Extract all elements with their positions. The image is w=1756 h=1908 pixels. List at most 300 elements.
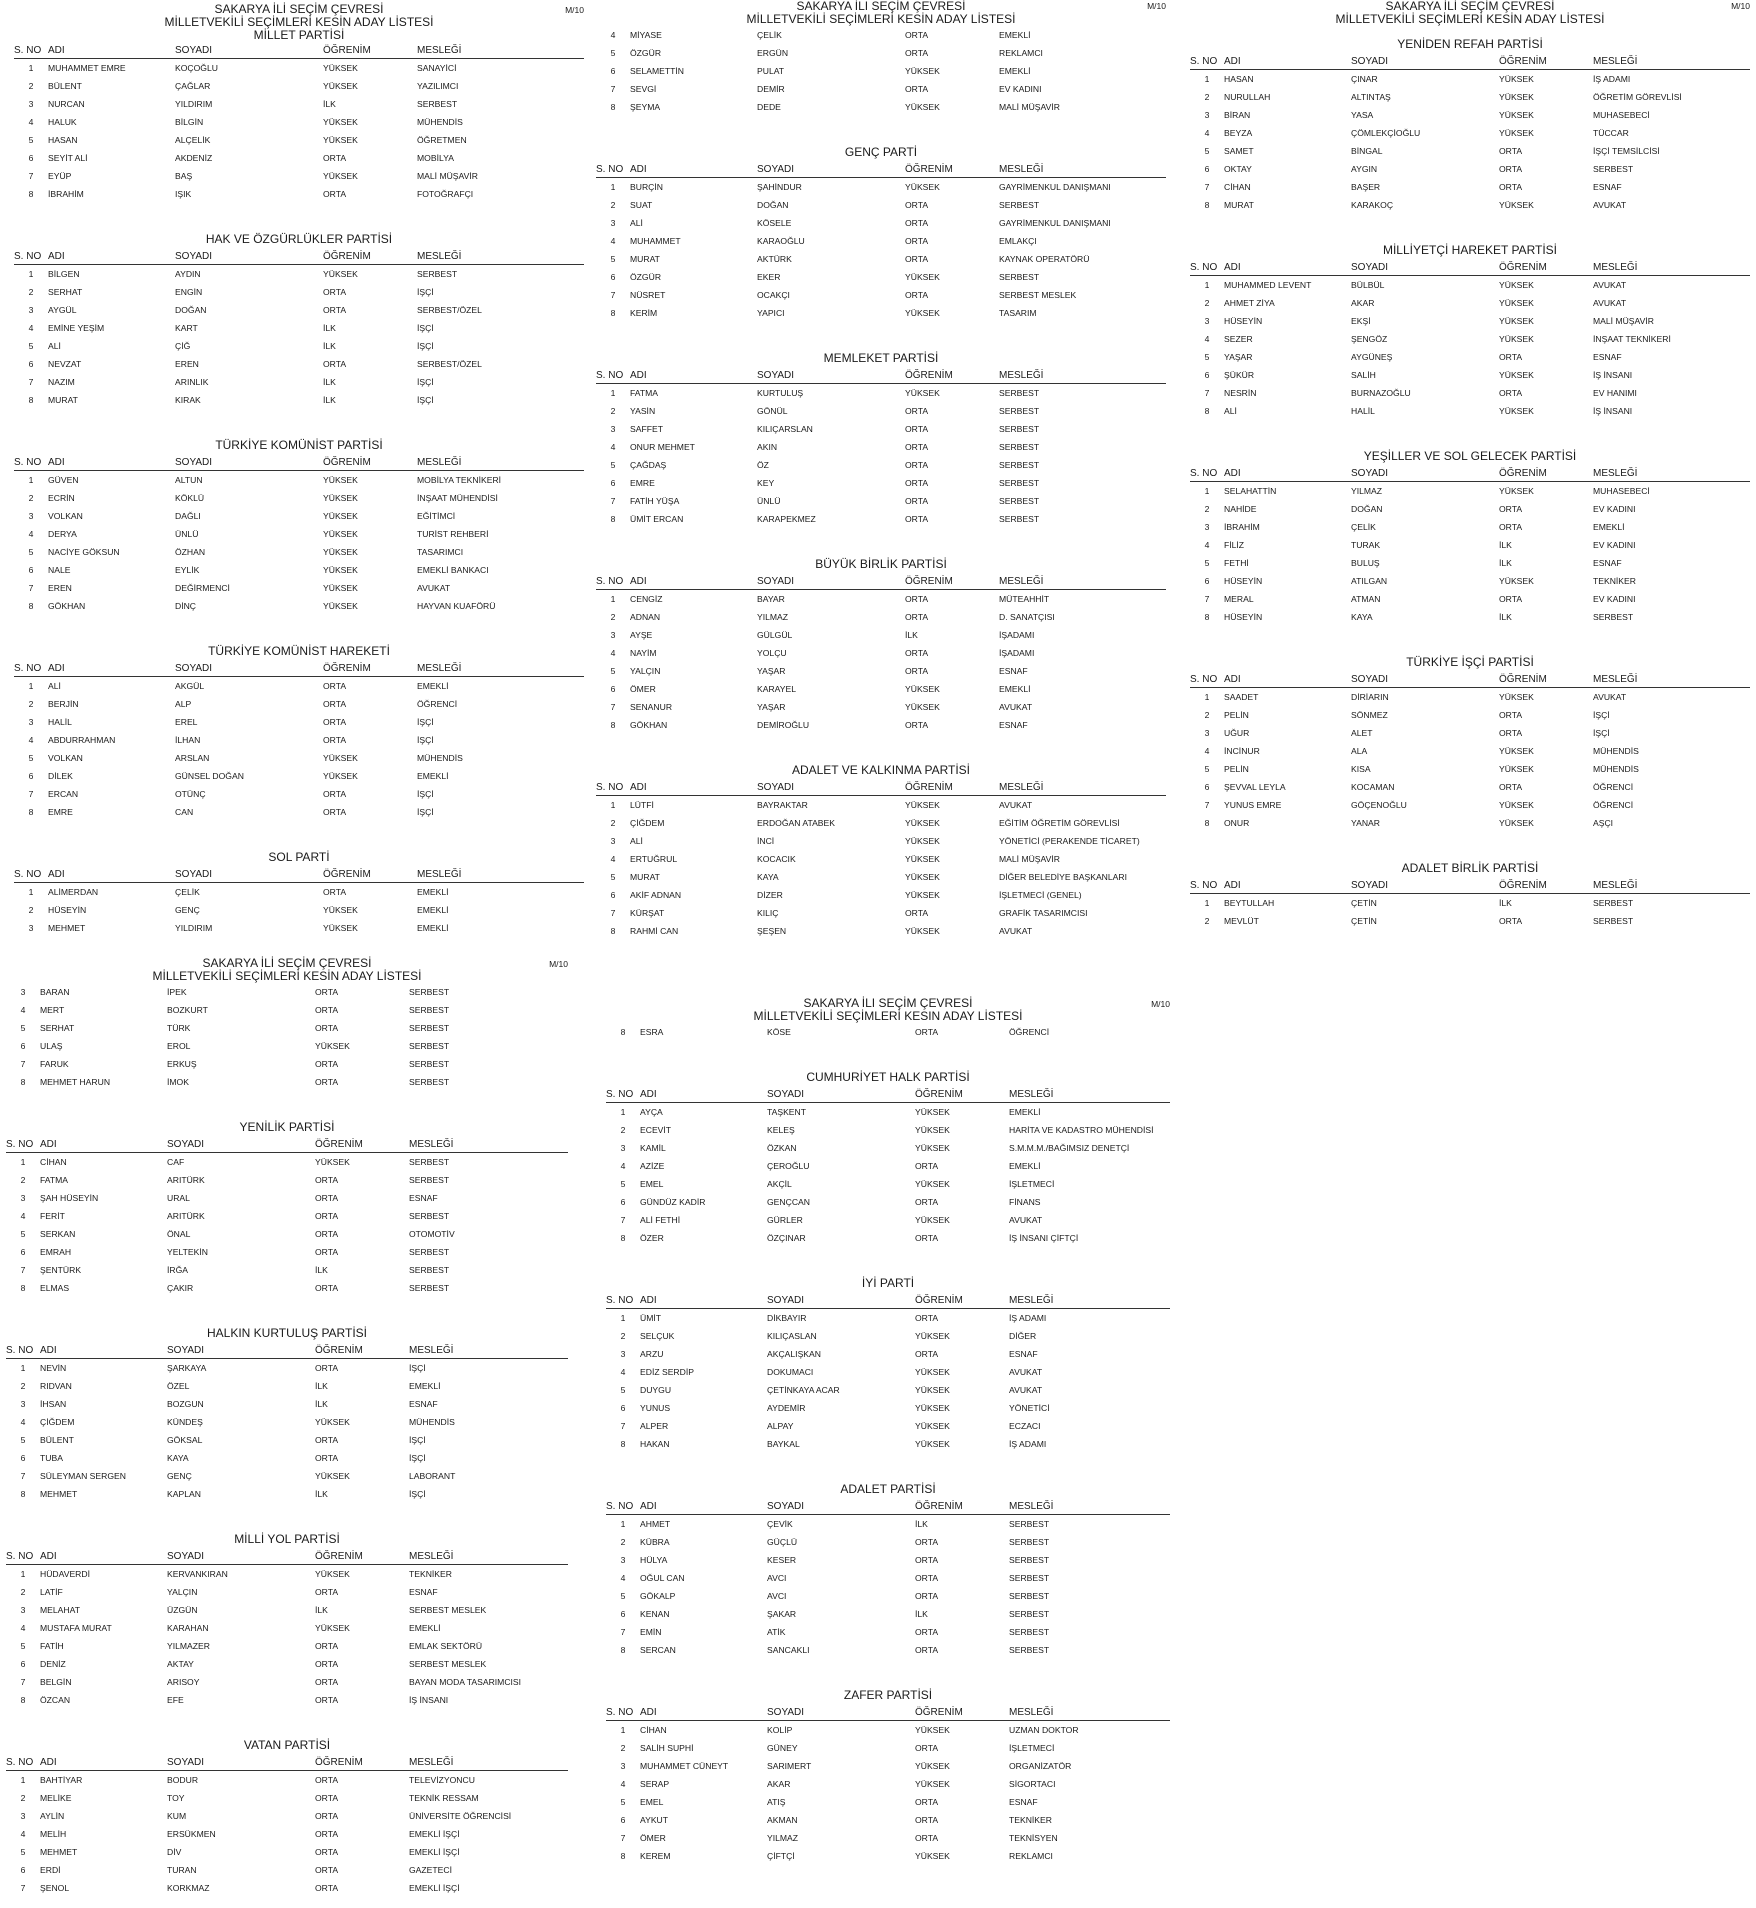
- education: ORTA: [315, 1283, 339, 1293]
- first-name: GÖKHAN: [630, 720, 668, 730]
- education: YÜKSEK: [315, 1471, 350, 1481]
- col-first-name: ADI: [1224, 262, 1241, 273]
- education: ORTA: [915, 1591, 939, 1601]
- education: ORTA: [915, 1743, 939, 1753]
- education: YÜKSEK: [323, 269, 358, 279]
- row-number: 7: [1204, 594, 1210, 604]
- last-name: AVCI: [767, 1573, 787, 1583]
- first-name: ÖZGÜR: [630, 48, 662, 58]
- first-name: ÇİĞDEM: [630, 818, 665, 828]
- col-education: ÖĞRENİM: [915, 1089, 963, 1100]
- col-sno: S. NO: [6, 1139, 34, 1150]
- education: YÜKSEK: [915, 1367, 950, 1377]
- last-name: AKIN: [757, 442, 778, 452]
- last-name: EREL: [175, 717, 198, 727]
- first-name: EMRAH: [40, 1247, 72, 1257]
- education: İLK: [315, 1489, 328, 1499]
- education: ORTA: [905, 290, 929, 300]
- row-number: 7: [610, 84, 616, 94]
- first-name: ESRA: [640, 1027, 664, 1037]
- col-profession: MESLEĞİ: [999, 370, 1044, 381]
- profession: TEKNİSYEN: [1009, 1833, 1058, 1843]
- last-name: EFE: [167, 1695, 184, 1705]
- education: ORTA: [905, 236, 929, 246]
- first-name: EMRE: [48, 807, 73, 817]
- last-name: ÇİĞ: [175, 341, 191, 351]
- education: ORTA: [315, 1229, 339, 1239]
- table-row: [606, 1417, 1170, 1435]
- table-row: [6, 1637, 568, 1655]
- education: YÜKSEK: [905, 272, 940, 282]
- profession: SERBEST: [1009, 1609, 1050, 1619]
- table-row: [1190, 106, 1750, 124]
- table-row: [6, 1019, 568, 1037]
- first-name: OĞUL CAN: [640, 1573, 685, 1583]
- table-row: [596, 886, 1166, 904]
- profession: SERBEST: [999, 496, 1040, 506]
- profession: SİGORTACI: [1009, 1779, 1056, 1789]
- last-name: ÇAKIR: [167, 1283, 194, 1293]
- profession: İŞLETMECİ: [1009, 1179, 1055, 1189]
- last-name: HALİL: [1351, 406, 1375, 416]
- table-row: [6, 1601, 568, 1619]
- table-row: [1190, 294, 1750, 312]
- table-header: [1190, 878, 1750, 894]
- first-name: EMİNE YEŞİM: [48, 323, 105, 333]
- col-sno: S. NO: [14, 45, 42, 56]
- education: YÜKSEK: [905, 102, 940, 112]
- education: İLK: [323, 395, 336, 405]
- table-row: [14, 113, 584, 131]
- col-last-name: SOYADI: [167, 1139, 205, 1150]
- last-name: İRĞA: [167, 1265, 189, 1275]
- last-name: BOZKURT: [167, 1005, 208, 1015]
- col-profession: MESLEĞİ: [409, 1139, 454, 1150]
- first-name: AYLİN: [40, 1811, 65, 1821]
- profession: ÖĞRETİM GÖREVLİSİ: [1593, 92, 1682, 102]
- first-name: KAMİL: [640, 1143, 666, 1153]
- table-row: [596, 510, 1166, 528]
- profession: EMLAKÇI: [999, 236, 1037, 246]
- row-number: 5: [610, 48, 616, 58]
- col-education: ÖĞRENİM: [315, 1345, 363, 1356]
- profession: SERBEST: [999, 424, 1040, 434]
- row-number: 4: [610, 236, 616, 246]
- first-name: RIDVAN: [40, 1381, 72, 1391]
- education: ORTA: [315, 1587, 339, 1597]
- last-name: GÖNÜL: [757, 406, 788, 416]
- table-row: [596, 98, 1166, 116]
- education: ORTA: [915, 1161, 939, 1171]
- profession: KAYNAK OPERATÖRÜ: [999, 254, 1090, 264]
- row-number: 1: [20, 1157, 26, 1167]
- row-number: 6: [610, 272, 616, 282]
- last-name: KARAOĞLU: [757, 236, 805, 246]
- education: İLK: [915, 1609, 928, 1619]
- table-row: [606, 1023, 1170, 1041]
- last-name: GÜNEY: [767, 1743, 798, 1753]
- first-name: MELİKE: [40, 1793, 72, 1803]
- profession: SERBEST: [1009, 1627, 1050, 1637]
- profession: ESNAF: [409, 1399, 438, 1409]
- profession: İŞÇİ: [417, 717, 434, 727]
- table-row: [14, 131, 584, 149]
- last-name: ENGİN: [175, 287, 203, 297]
- profession: TEKNİKER: [1009, 1815, 1052, 1825]
- profession: ESNAF: [999, 720, 1028, 730]
- party-title: ADALET VE KALKINMA PARTİSİ: [791, 763, 971, 777]
- table-row: [6, 1189, 568, 1207]
- education: ORTA: [315, 1641, 339, 1651]
- profession: AVUKAT: [1593, 298, 1627, 308]
- party-title: BÜYÜK BİRLİK PARTİSİ: [815, 557, 947, 571]
- party-section: [14, 435, 584, 615]
- row-number: 2: [610, 200, 616, 210]
- first-name: MUHAMMET: [630, 236, 681, 246]
- first-name: HÜSEYİN: [1224, 612, 1263, 622]
- party-section: [596, 348, 1166, 528]
- row-number: 5: [610, 872, 616, 882]
- last-name: KILIÇASLAN: [767, 1331, 817, 1341]
- table-row: [6, 1207, 568, 1225]
- last-name: ERDOĞAN ATABEK: [757, 818, 835, 828]
- first-name: KERİM: [630, 308, 658, 318]
- education: YÜKSEK: [915, 1761, 950, 1771]
- table-row: [596, 250, 1166, 268]
- table-row: [1190, 500, 1750, 518]
- table-row: [6, 1825, 568, 1843]
- table-row: [14, 803, 584, 821]
- education: ORTA: [905, 514, 929, 524]
- education: ORTA: [1499, 594, 1523, 604]
- row-number: 5: [28, 547, 34, 557]
- profession: REKLAMCI: [1009, 1851, 1053, 1861]
- first-name: LATİF: [40, 1587, 63, 1597]
- col-sno: S. NO: [1190, 468, 1218, 479]
- education: İLK: [1499, 540, 1512, 550]
- education: ORTA: [905, 666, 929, 676]
- education: ORTA: [323, 359, 347, 369]
- row-number: 3: [610, 424, 616, 434]
- row-number: 2: [610, 818, 616, 828]
- table-header: [6, 1755, 568, 1771]
- first-name: ERCAN: [48, 789, 79, 799]
- col-sno: S. NO: [606, 1501, 634, 1512]
- profession: DİĞER BELEDİYE BAŞKANLARI: [999, 872, 1127, 882]
- row-number: 6: [20, 1247, 26, 1257]
- profession: ESNAF: [1009, 1797, 1038, 1807]
- party-section: [606, 1685, 1170, 1865]
- education: ORTA: [915, 1233, 939, 1243]
- table-row: [6, 1771, 568, 1789]
- row-number: 6: [620, 1609, 626, 1619]
- first-name: MERT: [40, 1005, 65, 1015]
- table-row: [6, 1359, 568, 1377]
- last-name: ÖZHAN: [175, 547, 206, 557]
- col-first-name: ADI: [630, 576, 647, 587]
- first-name: CİHAN: [40, 1157, 67, 1167]
- last-name: BİNGAL: [1351, 146, 1383, 156]
- profession: REKLAMCI: [999, 48, 1043, 58]
- last-name: CAF: [167, 1157, 185, 1167]
- first-name: MEHMET: [40, 1489, 78, 1499]
- education: YÜKSEK: [1499, 692, 1534, 702]
- profession: MOBİLYA TEKNİKERİ: [417, 475, 502, 485]
- education: ORTA: [315, 1059, 339, 1069]
- profession: SANAYİCİ: [417, 63, 457, 73]
- first-name: ALİ: [48, 681, 61, 691]
- education: YÜKSEK: [905, 872, 940, 882]
- col-profession: MESLEĞİ: [417, 45, 462, 56]
- profession: TEKNİKER: [1593, 576, 1636, 586]
- table-header: [1190, 466, 1750, 482]
- last-name: EYLİK: [175, 565, 200, 575]
- party-title: YENİLİK PARTİSİ: [239, 1120, 335, 1134]
- row-number: 8: [620, 1645, 626, 1655]
- header-line-2: MİLLETVEKİLİ SEÇİMLERİ KESİN ADAY LİSTESİ: [152, 969, 422, 983]
- col-education: ÖĞRENİM: [323, 251, 371, 262]
- last-name: ÖZEL: [167, 1381, 190, 1391]
- last-name: ÖZKAN: [767, 1143, 797, 1153]
- education: YÜKSEK: [323, 493, 358, 503]
- education: YÜKSEK: [905, 182, 940, 192]
- last-name: KISA: [1351, 764, 1371, 774]
- education: YÜKSEK: [905, 818, 940, 828]
- profession: SERBEST: [999, 460, 1040, 470]
- last-name: KAPLAN: [167, 1489, 201, 1499]
- row-number: 4: [620, 1573, 626, 1583]
- col-education: ÖĞRENİM: [315, 1757, 363, 1768]
- row-number: 7: [20, 1059, 26, 1069]
- row-number: 5: [1204, 146, 1210, 156]
- row-number: 7: [28, 171, 34, 181]
- education: YÜKSEK: [315, 1417, 350, 1427]
- table-row: [14, 489, 584, 507]
- first-name: KÜRŞAT: [630, 908, 665, 918]
- table-header: [596, 368, 1166, 384]
- education: YÜKSEK: [915, 1421, 950, 1431]
- education: ORTA: [1499, 182, 1523, 192]
- row-number: 2: [20, 1587, 26, 1597]
- profession: SERBEST: [999, 442, 1040, 452]
- row-number: 2: [20, 1175, 26, 1185]
- education: YÜKSEK: [915, 1439, 950, 1449]
- table-row: [14, 677, 584, 695]
- education: ORTA: [915, 1313, 939, 1323]
- profession: AVUKAT: [999, 800, 1033, 810]
- education: İLK: [323, 377, 336, 387]
- table-row: [1190, 742, 1750, 760]
- table-row: [1190, 384, 1750, 402]
- table-header: [606, 1499, 1170, 1515]
- form-code: M/10: [1151, 999, 1170, 1009]
- row-number: 2: [28, 287, 34, 297]
- education: YÜKSEK: [323, 63, 358, 73]
- row-number: 1: [1204, 280, 1210, 290]
- last-name: ÇİFTÇİ: [767, 1851, 795, 1861]
- first-name: ÇAĞDAŞ: [630, 460, 667, 470]
- profession: İŞÇİ TEMSİLCİSİ: [1593, 146, 1660, 156]
- profession: EMEKLİ: [999, 66, 1031, 76]
- row-number: 3: [1204, 110, 1210, 120]
- row-number: 1: [28, 63, 34, 73]
- education: İLK: [905, 630, 918, 640]
- row-number: 7: [620, 1215, 626, 1225]
- profession: FOTOĞRAFÇI: [417, 189, 474, 199]
- last-name: YELTEKİN: [167, 1247, 208, 1257]
- first-name: VOLKAN: [48, 753, 83, 763]
- table-row: [6, 1655, 568, 1673]
- profession: EMEKLİ: [417, 771, 449, 781]
- education: İLK: [315, 1381, 328, 1391]
- profession: EV KADINI: [1593, 594, 1636, 604]
- last-name: KOÇOĞLU: [175, 63, 218, 73]
- profession: SERBEST: [999, 514, 1040, 524]
- education: YÜKSEK: [915, 1725, 950, 1735]
- last-name: AYDIN: [175, 269, 201, 279]
- row-number: 1: [20, 1363, 26, 1373]
- row-number: 6: [28, 359, 34, 369]
- education: YÜKSEK: [1499, 576, 1534, 586]
- first-name: ÖMER: [640, 1833, 666, 1843]
- first-name: NACİYE GÖKSUN: [48, 547, 120, 557]
- first-name: SUAT: [630, 200, 653, 210]
- row-number: 7: [20, 1265, 26, 1275]
- first-name: TUBA: [40, 1453, 63, 1463]
- profession: AVUKAT: [1009, 1385, 1043, 1395]
- last-name: İPEK: [167, 987, 187, 997]
- row-number: 4: [1204, 334, 1210, 344]
- last-name: BAYRAKTAR: [757, 800, 808, 810]
- last-name: PULAT: [757, 66, 785, 76]
- first-name: HASAN: [1224, 74, 1254, 84]
- first-name: BEYTULLAH: [1224, 898, 1275, 908]
- table-row: [596, 796, 1166, 814]
- profession: AVUKAT: [999, 702, 1033, 712]
- profession: ESNAF: [409, 1587, 438, 1597]
- profession: EMEKLİ: [409, 1381, 441, 1391]
- education: ORTA: [315, 1865, 339, 1875]
- table-row: [6, 1413, 568, 1431]
- education: YÜKSEK: [915, 1179, 950, 1189]
- first-name: ONUR: [1224, 818, 1250, 828]
- table-header: [6, 1549, 568, 1565]
- profession: GRAFİK TASARIMCISI: [999, 908, 1088, 918]
- last-name: KILIÇ: [757, 908, 779, 918]
- table-row: [6, 1073, 568, 1091]
- last-name: CAN: [175, 807, 194, 817]
- row-number: 4: [610, 442, 616, 452]
- education: ORTA: [1499, 504, 1523, 514]
- table-row: [1190, 312, 1750, 330]
- col-profession: MESLEĞİ: [409, 1345, 454, 1356]
- row-number: 5: [1204, 558, 1210, 568]
- party-title: MEMLEKET PARTİSİ: [823, 351, 939, 365]
- education: ORTA: [315, 1695, 339, 1705]
- row-number: 4: [28, 735, 34, 745]
- col-first-name: ADI: [1224, 880, 1241, 891]
- first-name: MUHAMMET EMRE: [48, 63, 126, 73]
- education: ORTA: [905, 720, 929, 730]
- education: ORTA: [323, 887, 347, 897]
- row-number: 5: [28, 135, 34, 145]
- party-title: HAK VE ÖZGÜRLÜKLER PARTİSİ: [205, 232, 393, 246]
- education: YÜKSEK: [1499, 370, 1534, 380]
- education: ORTA: [315, 1435, 339, 1445]
- table-row: [606, 1829, 1170, 1847]
- last-name: ÇETİN: [1351, 898, 1377, 908]
- education: YÜKSEK: [1499, 818, 1534, 828]
- row-number: 8: [620, 1851, 626, 1861]
- col-education: ÖĞRENİM: [915, 1501, 963, 1512]
- table-row: [6, 983, 568, 1001]
- education: ORTA: [1499, 782, 1523, 792]
- profession: LABORANT: [409, 1471, 456, 1481]
- education: YÜKSEK: [1499, 406, 1534, 416]
- education: ORTA: [1499, 352, 1523, 362]
- last-name: ÇÖMLEKÇİOĞLU: [1351, 128, 1421, 138]
- row-number: 5: [28, 341, 34, 351]
- first-name: ALİ: [48, 341, 61, 351]
- table-row: [606, 1623, 1170, 1641]
- row-number: 5: [620, 1591, 626, 1601]
- education: ORTA: [905, 612, 929, 622]
- col-first-name: ADI: [48, 251, 65, 262]
- education: ORTA: [323, 153, 347, 163]
- first-name: SEYİT ALİ: [48, 153, 88, 163]
- first-name: FATİH: [40, 1641, 64, 1651]
- profession: ÖĞRETMEN: [417, 135, 467, 145]
- first-name: ŞENTÜRK: [40, 1265, 82, 1275]
- first-name: MEVLÜT: [1224, 916, 1259, 926]
- first-name: MURAT: [1224, 200, 1254, 210]
- last-name: GENÇ: [175, 905, 200, 915]
- profession: ESNAF: [409, 1193, 438, 1203]
- row-number: 4: [1204, 128, 1210, 138]
- last-name: ARINLIK: [175, 377, 209, 387]
- table-row: [606, 1551, 1170, 1569]
- last-name: YOLÇU: [757, 648, 787, 658]
- profession: İŞ İNSANI: [409, 1695, 449, 1705]
- row-number: 7: [620, 1833, 626, 1843]
- row-number: 1: [610, 800, 616, 810]
- col-last-name: SOYADI: [767, 1089, 805, 1100]
- education: ORTA: [323, 681, 347, 691]
- education: ORTA: [915, 1833, 939, 1843]
- last-name: ALP: [175, 699, 192, 709]
- education: İLK: [315, 1399, 328, 1409]
- row-number: 8: [28, 395, 34, 405]
- last-name: GÖKSAL: [167, 1435, 203, 1445]
- table-row: [14, 901, 584, 919]
- col-profession: MESLEĞİ: [1593, 56, 1638, 67]
- education: YÜKSEK: [905, 702, 940, 712]
- education: ORTA: [323, 305, 347, 315]
- row-number: 1: [20, 1775, 26, 1785]
- education: ORTA: [1499, 728, 1523, 738]
- table-row: [606, 1193, 1170, 1211]
- table-row: [6, 1861, 568, 1879]
- profession: İNŞAAT TEKNİKERİ: [1593, 334, 1671, 344]
- row-number: 4: [620, 1161, 626, 1171]
- education: ORTA: [1499, 710, 1523, 720]
- table-row: [596, 922, 1166, 940]
- party-title: MİLLİ YOL PARTİSİ: [234, 1532, 340, 1546]
- row-number: 7: [1204, 388, 1210, 398]
- first-name: HÜSEYİN: [1224, 576, 1263, 586]
- last-name: YALÇIN: [167, 1587, 198, 1597]
- first-name: FATİH YÜŞA: [630, 496, 680, 506]
